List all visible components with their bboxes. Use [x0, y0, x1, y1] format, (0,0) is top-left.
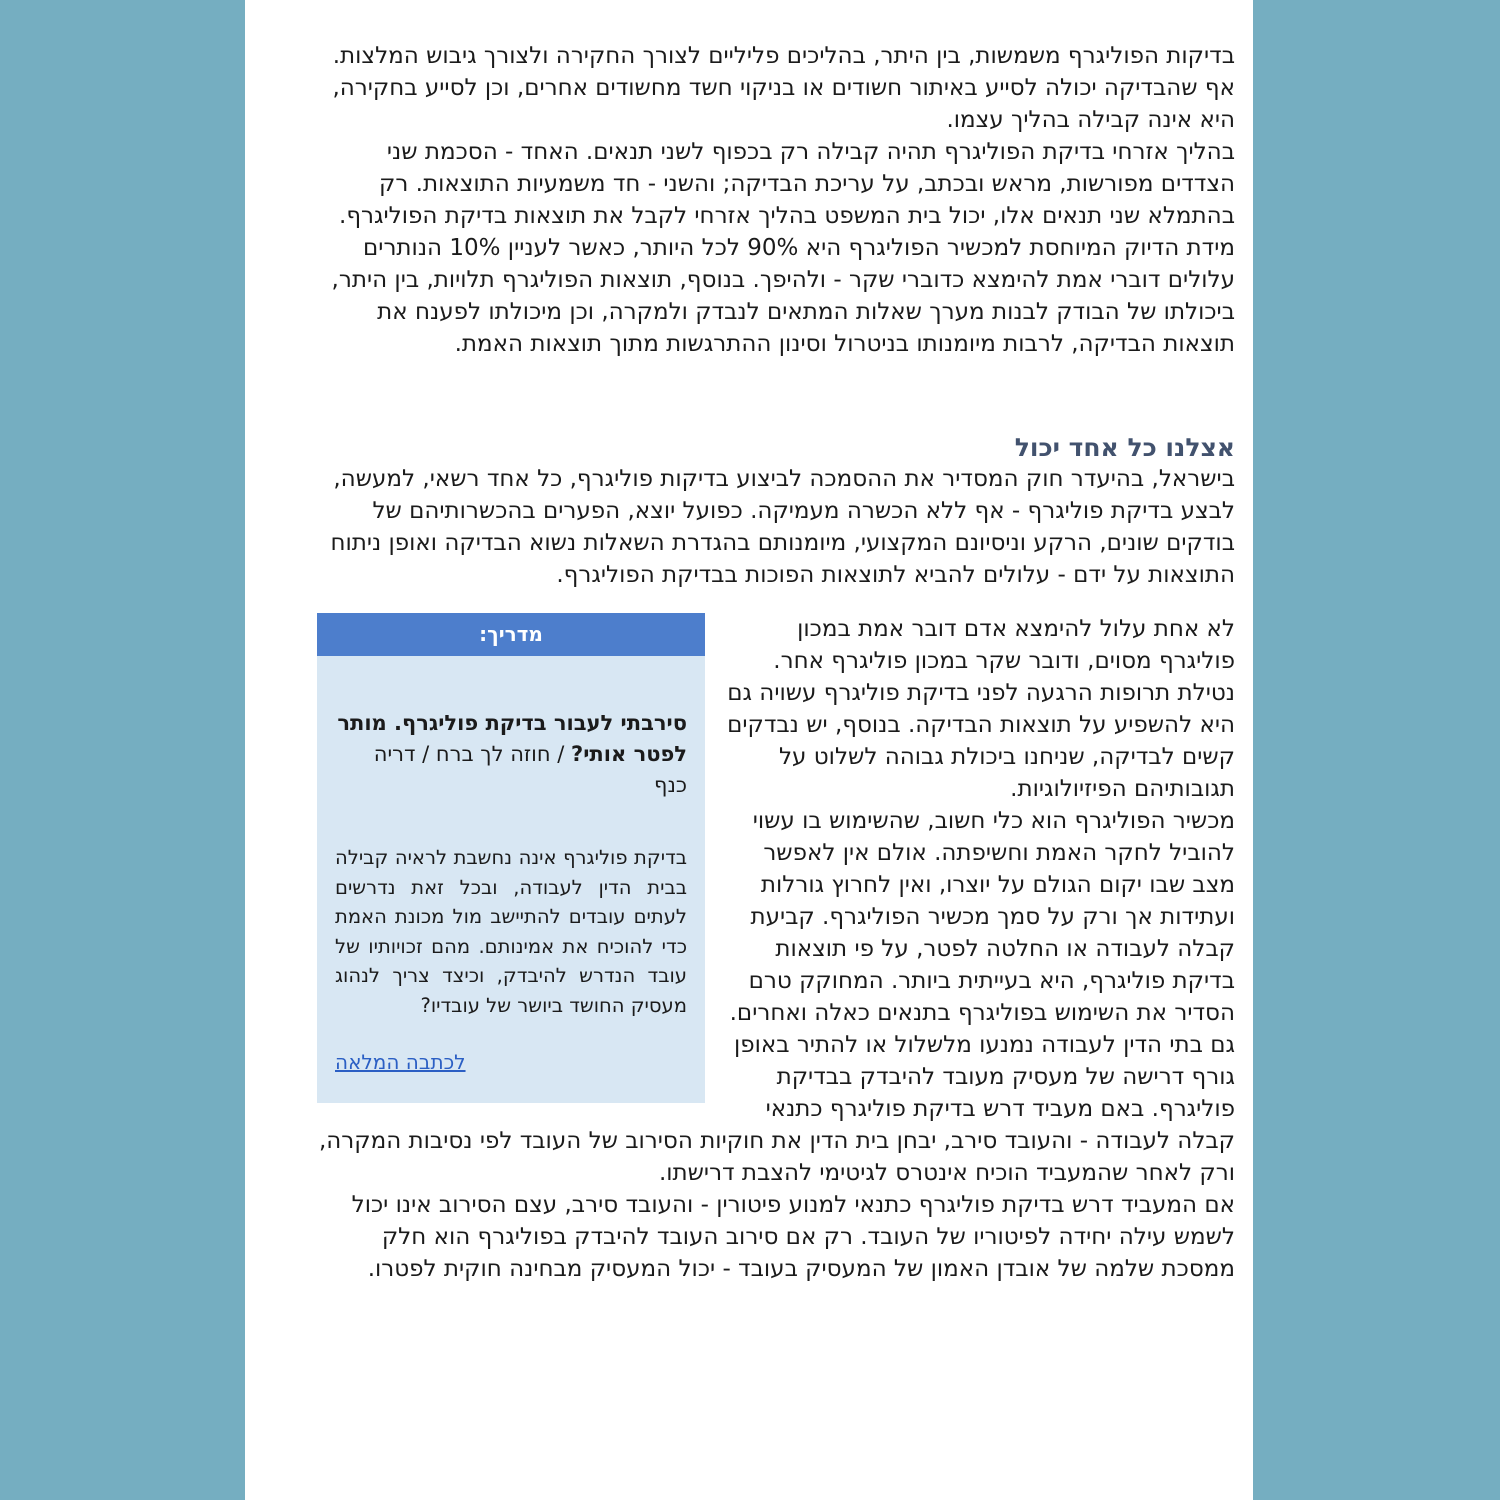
intro-paragraph-1: בדיקות הפוליגרף משמשות, בין היתר, בהליכים פליליים לצורך החקירה ולצורך גיבוש המלצות. אף שהבדיקה יכולה לסייע באיתור חשודים או בניקוי חשד מחשודים אחרים, וכן לסייע בחקירה, היא אינה קבילה בהליך עצמו.	[332, 43, 1235, 133]
section-paragraph-5: אם המעביד דרש בדיקת פוליגרף כתנאי למנוע פיטורין - והעובד סירב, עצם הסירוב אינו יכול לשמש עילה יחידה לפיטוריו של העובד. רק אם סירוב העובד להיבדק בפוליגרף הוא חלק ממסכת שלמה של אובדן האמון של המעסיק בעובד - יכול המעסיק מבחינה חוקית לפטרו.	[351, 1192, 1235, 1282]
section-paragraph-4: גם בתי הדין לעבודה נמנעו מלשלול או להתיר באופן גורף דרישה של מעסיק מעובד להיבדק בבדיקת פוליגרף. באם מעביד דרש בדיקת פוליגרף כתנאי קבלה לעבודה - והעובד סירב, יבחן בית הדין את חוקיות הסירוב של העובד לפי נסיבות המקרה, ורק לאחר שהמעביד הוכיח אינטרס לגיטימי להצבת דרישתו.	[318, 1032, 1235, 1186]
guide-article-byline: / חוזה לך ברח / דריה כנף	[373, 742, 687, 797]
section-paragraph-3: מכשיר הפוליגרף הוא כלי חשוב, שהשימוש בו עשוי להוביל לחקר האמת וחשיפתה. אולם אין לאפשר מצב שבו יקום הגולם על יוצרו, ואין לחרוץ גורלות ועתידות אך ורק על סמך מכשיר הפוליגרף. קביעת קבלה לעבודה או החלטה לפטר, על פי תוצאות בדיקת פוליגרף, היא בעייתית ביותר. המחוקק טרם הסדיר את השימוש בפוליגרף בתנאים כאלה ואחרים.	[729, 808, 1235, 1026]
guide-box-header: מדריך:	[317, 613, 705, 656]
section-paragraph-1: בישראל, בהיעדר חוק המסדיר את ההסמכה לביצוע בדיקות פוליגרף, כל אחד רשאי, למעשה, לבצע בדיקת פוליגרף - אף ללא הכשרה מעמיקה. כפועל יוצא, הפערים בהכשרותיהם של בודקים שונים, הרקע וניסיונם המקצועי, מיומנותם בהגדרת השאלות נשוא הבדיקה ואופן ניתוח התוצאות על ידם - עלולים להביא לתוצאות הפוכות בבדיקת הפוליגרף.	[330, 466, 1235, 588]
guide-box-body	[317, 656, 705, 1078]
document-page	[245, 0, 1253, 1500]
guide-callout-box	[317, 613, 705, 1103]
section-paragraph-2: לא אחת עלול להימצא אדם דובר אמת במכון פוליגרף מסוים, ודובר שקר במכון פוליגרף אחר. נטילת תרופות הרגעה לפני בדיקת פוליגרף עשויה גם היא להשפיע על תוצאות הבדיקה. בנוסף, יש נבדקים קשים לבדיקה, שניחנו ביכולת גבוהה לשלוט על תגובותיהם הפיזיולוגיות.	[727, 616, 1235, 802]
guide-article-teaser: בדיקת פוליגרף אינה נחשבת לראיה קבילה בבית הדין לעבודה, ובכל זאת נדרשים לעתים עובדים להתיישב מול מכונת האמת כדי להוכיח את אמינותם. מהם זכויותיו של עובד הנדרש להיבדק, וכיצד צריך לנהוג מעסיק החושד ביושר של עובדיו?	[335, 846, 687, 1017]
two-column-region	[317, 613, 1235, 1189]
section-heading: אצלנו כל אחד יכול	[1014, 433, 1235, 462]
full-article-link[interactable]: לכתבה המלאה	[335, 1050, 466, 1074]
guide-article-title	[335, 708, 687, 801]
guide-link-row	[335, 1046, 687, 1078]
intro-paragraph-3: מידת הדיוק המיוחסת למכשיר הפוליגרף היא 90% לכל היותר, כאשר לעניין 10% הנותרים עלולים דוברי אמת להימצא כדוברי שקר - ולהיפך. בנוסף, תוצאות הפוליגרף תלויות, בין היתר, ביכולתו של הבודק לבנות מערך שאלות המתאים לנבדק ולמקרה, וכן מיכולתו לפענח את תוצאות הבדיקה, לרבות מיומנותו בניטרול וסינון ההתרגשות מתוך תוצאות האמת.	[331, 235, 1235, 357]
article-content	[317, 40, 1235, 1285]
guide-article-title-question: סירבתי לעבור בדיקת פוליגרף. מותר לפטר אותי?	[337, 711, 687, 766]
intro-paragraph-2: בהליך אזרחי בדיקת הפוליגרף תהיה קבילה רק בכפוף לשני תנאים. האחד - הסכמת שני הצדדים מפורשות, מראש ובכתב, על עריכת הבדיקה; והשני - חד משמעיות התוצאות. רק בהתמלא שני תנאים אלו, יכול בית המשפט בהליך אזרחי לקבל את תוצאות בדיקת הפוליגרף.	[339, 139, 1235, 229]
